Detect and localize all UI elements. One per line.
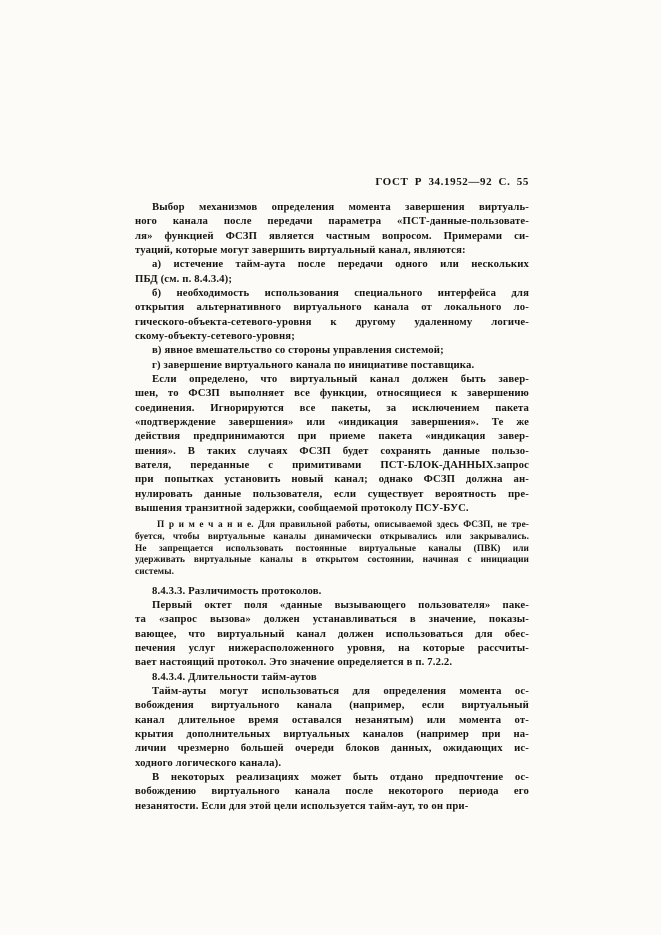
text-line: вающее, что виртуальный канал должен использоваться для обес-	[135, 627, 529, 640]
text-line: Не запрещается использовать постоянные виртуальные каналы (ПВК) или	[135, 543, 529, 554]
text-line: печения услуг нижерасположенного уровня, на которые рассчиты-	[135, 641, 529, 654]
document-content	[135, 176, 529, 813]
paragraph	[135, 358, 529, 372]
text-line: в) явное вмешательство со стороны управления системой;	[152, 344, 444, 357]
text-line: вобождению виртуального канала после некоторого периода его	[135, 785, 529, 798]
text-line: г) завершение виртуального канала по инициативе поставщика.	[152, 358, 475, 371]
text-line: буется, чтобы виртуальные каналы динамически открывались или закрывались.	[135, 531, 529, 542]
text-line: а) истечение тайм-аута после передачи одного или нескольких	[152, 258, 529, 271]
text-line: открытия альтернативного виртуального канала от локального ло-	[135, 301, 529, 314]
paragraph	[135, 343, 529, 357]
paragraph	[135, 598, 529, 670]
text-line: б) необходимость использования специального интерфейса для	[152, 286, 529, 299]
text-line: Первый октет поля «данные вызывающего пользователя» паке-	[152, 598, 529, 611]
text-line: вышения транзитной задержки, сообщаемой протоколу ПСУ-БУС.	[135, 501, 469, 514]
text-line: туаций, которые могут завершить виртуальный канал, являются:	[135, 243, 466, 256]
text-line: соединения. Игнорируются все пакеты, за исключением пакета	[135, 401, 529, 414]
paragraph	[135, 770, 529, 813]
text-line: удерживать виртуальные каналы в открытом состоянии, начиная с инициации	[135, 555, 529, 566]
paragraph	[135, 200, 529, 257]
text-line: Если определено, что виртуальный канал должен быть завер-	[152, 372, 529, 385]
text-line: 8.4.3.4. Длительности тайм-аутов	[152, 670, 317, 683]
text-line: крытия дополнительных виртуальных каналов (например при на-	[135, 727, 529, 740]
section-heading	[135, 584, 529, 598]
note-block	[135, 520, 529, 578]
text-line: шен, то ФСЗП выполняет все функции, относящиеся к завершению	[135, 387, 529, 400]
text-line: ля» функцией ФСЗП является частным вопросом. Примерами си-	[135, 229, 529, 242]
text-line: ходного логического канала).	[135, 756, 282, 769]
text-line: вателя, переданные с примитивами ПСТ-БЛОК-ДАННЫХ.запрос	[135, 458, 529, 471]
paragraph	[135, 684, 529, 770]
text-line: та «запрос вызова» должен устанавливаться в значение, показы-	[135, 613, 529, 626]
text-line: шения». В таких случаях ФСЗП будет сохранять данные пользо-	[135, 444, 529, 457]
paragraph	[135, 286, 529, 343]
text-line: Выбор механизмов определения момента завершения виртуаль-	[152, 201, 529, 213]
text-line: незанятости. Если для этой цели используется тайм-аут, то он при-	[135, 799, 469, 812]
text-line: личии чрезмерно большей очереди блоков данных, ожидающих ис-	[135, 742, 529, 755]
paragraph	[135, 372, 529, 515]
text-line: вобождения виртуального канала (например, если виртуальный	[135, 699, 529, 712]
text-line: В некоторых реализациях может быть отдано предпочтение ос-	[152, 770, 529, 783]
text-line: нулировать данные пользователя, если существует вероятность пре-	[135, 487, 529, 500]
text-line: гического-объекта-сетевого-уровня к другому удаленному логиче-	[135, 315, 529, 328]
text-line: «подтверждение завершения» или «индикация завершения». Те же	[135, 415, 529, 428]
section-heading	[135, 670, 529, 684]
text-line: 8.4.3.3. Различимость протоколов.	[152, 584, 322, 597]
text-line: при попытках установить новый канал; однако ФСЗП должна ан-	[135, 473, 529, 486]
paragraph	[135, 257, 529, 286]
text-line: скому-объекту-сетевого-уровня;	[135, 329, 295, 342]
text-line: вает настоящий протокол. Это значение определяется в п. 7.2.2.	[135, 656, 453, 669]
text-line: П р и м е ч а н и е. Для правильной работы, описываемой здесь ФСЗП, не тре-	[157, 520, 529, 531]
document-body	[135, 200, 529, 813]
text-line: системы.	[135, 566, 175, 577]
text-line: Тайм-ауты могут использоваться для определения момента ос-	[152, 684, 529, 697]
text-line: ного канала после передачи параметра «ПСТ-данные-пользовате-	[135, 215, 529, 228]
running-header: ГОСТ Р 34.1952—92 С. 55	[375, 176, 529, 188]
text-line: ПБД (см. п. 8.4.3.4);	[135, 272, 233, 285]
text-line: канал длительное время оставался незанятым) или момента от-	[135, 713, 529, 726]
text-line: действия предпринимаются при приеме пакета «индикация завер-	[135, 430, 529, 443]
